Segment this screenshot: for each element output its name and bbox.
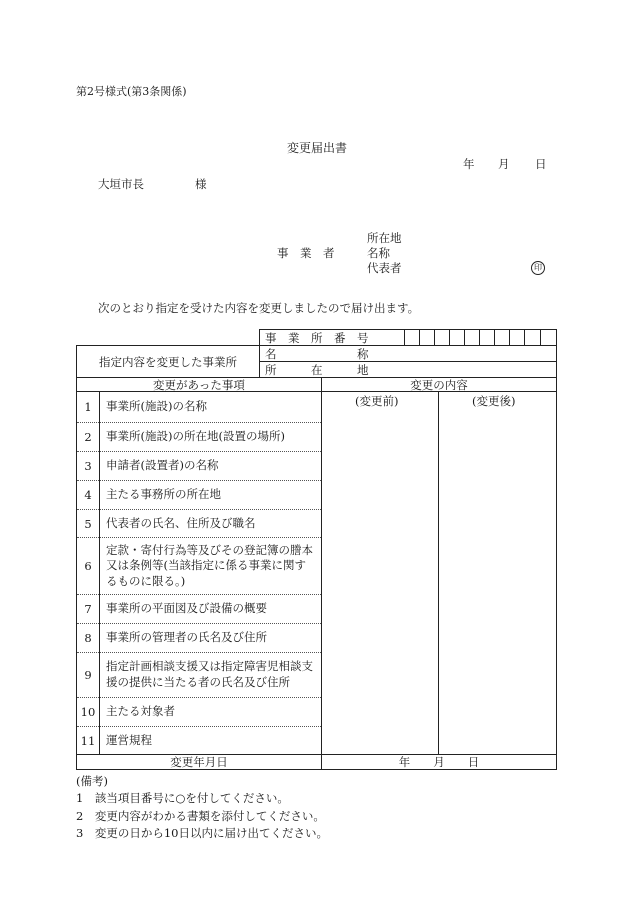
- item-text: 指定計画相談支援又は指定障害児相談支援の提供に当たる者の氏名及び住所: [106, 659, 313, 689]
- item-number: 10: [80, 705, 96, 719]
- item-number: 7: [84, 602, 92, 616]
- item-number: 2: [84, 430, 92, 444]
- document-title: 変更届出書: [287, 141, 348, 155]
- applicant-representative-label: 代表者: [367, 261, 402, 275]
- item-text: 事業所(施設)の名称: [106, 399, 207, 414]
- note-line: 1 該当項目番号に○を付してください。: [76, 791, 289, 806]
- applicant-label: 事 業 者: [277, 246, 335, 260]
- before-label: (変更前): [355, 394, 399, 408]
- item-text: 代表者の氏名、住所及び職名: [106, 515, 256, 530]
- form-number: 第2号様式(第3条関係): [76, 85, 187, 98]
- change-date-label: 変更年月日: [170, 755, 228, 769]
- date-day-label: 日: [535, 157, 547, 171]
- item-number: 4: [84, 488, 92, 502]
- item-number: 9: [84, 668, 92, 682]
- note-line: 3 変更の日から10日以内に届け出てください。: [76, 825, 328, 840]
- change-date-value: 年 月 日: [398, 755, 480, 769]
- office-number-label: 事 業 所 番 号: [265, 331, 369, 345]
- item-number: 5: [84, 516, 92, 531]
- item-number: 11: [80, 733, 96, 748]
- addressee-honorific: 様: [195, 177, 207, 191]
- col-header-items: 変更があった事項: [153, 377, 245, 392]
- item-number: 8: [84, 631, 92, 645]
- item-number: 3: [84, 459, 92, 473]
- col-header-content: 変更の内容: [410, 377, 468, 392]
- notes-heading: (備考): [76, 774, 108, 788]
- item-text: 事業所(施設)の所在地(設置の場所): [106, 429, 285, 444]
- addressee-name: 大垣市長: [98, 177, 144, 191]
- item-text: 事業所の平面図及び設備の概要: [106, 601, 267, 616]
- date-year-label: 年: [463, 157, 475, 171]
- item-number: 1: [84, 400, 92, 414]
- note-line: 2 変更内容がわかる書類を添付してください。: [76, 808, 325, 823]
- seal-mark: 印: [531, 261, 545, 275]
- item-text: 事業所の管理者の氏名及び住所: [106, 630, 267, 645]
- item-text: 申請者(設置者)の名称: [106, 458, 219, 473]
- item-text: 運営規程: [106, 732, 152, 747]
- after-label: (変更後): [472, 394, 516, 408]
- applicant-address-label: 所在地: [367, 231, 402, 245]
- item-number: 6: [84, 559, 92, 573]
- date-month-label: 月: [498, 157, 510, 171]
- applicant-name-label: 名称: [367, 246, 390, 260]
- office-label: 指定内容を変更した事業所: [99, 354, 237, 369]
- office-name-label: 名 称: [265, 347, 369, 361]
- office-address-label: 所 在 地: [265, 363, 369, 377]
- item-text: 主たる事務所の所在地: [106, 487, 221, 502]
- statement-text: 次のとおり指定を受けた内容を変更しましたので届け出ます。: [98, 301, 420, 315]
- notes: [76, 773, 328, 842]
- item-text: 主たる対象者: [106, 704, 175, 719]
- item-text: 定款・寄付行為等及びその登記簿の謄本又は条例等(当該指定に係る事業に関するものに限る。): [106, 542, 313, 588]
